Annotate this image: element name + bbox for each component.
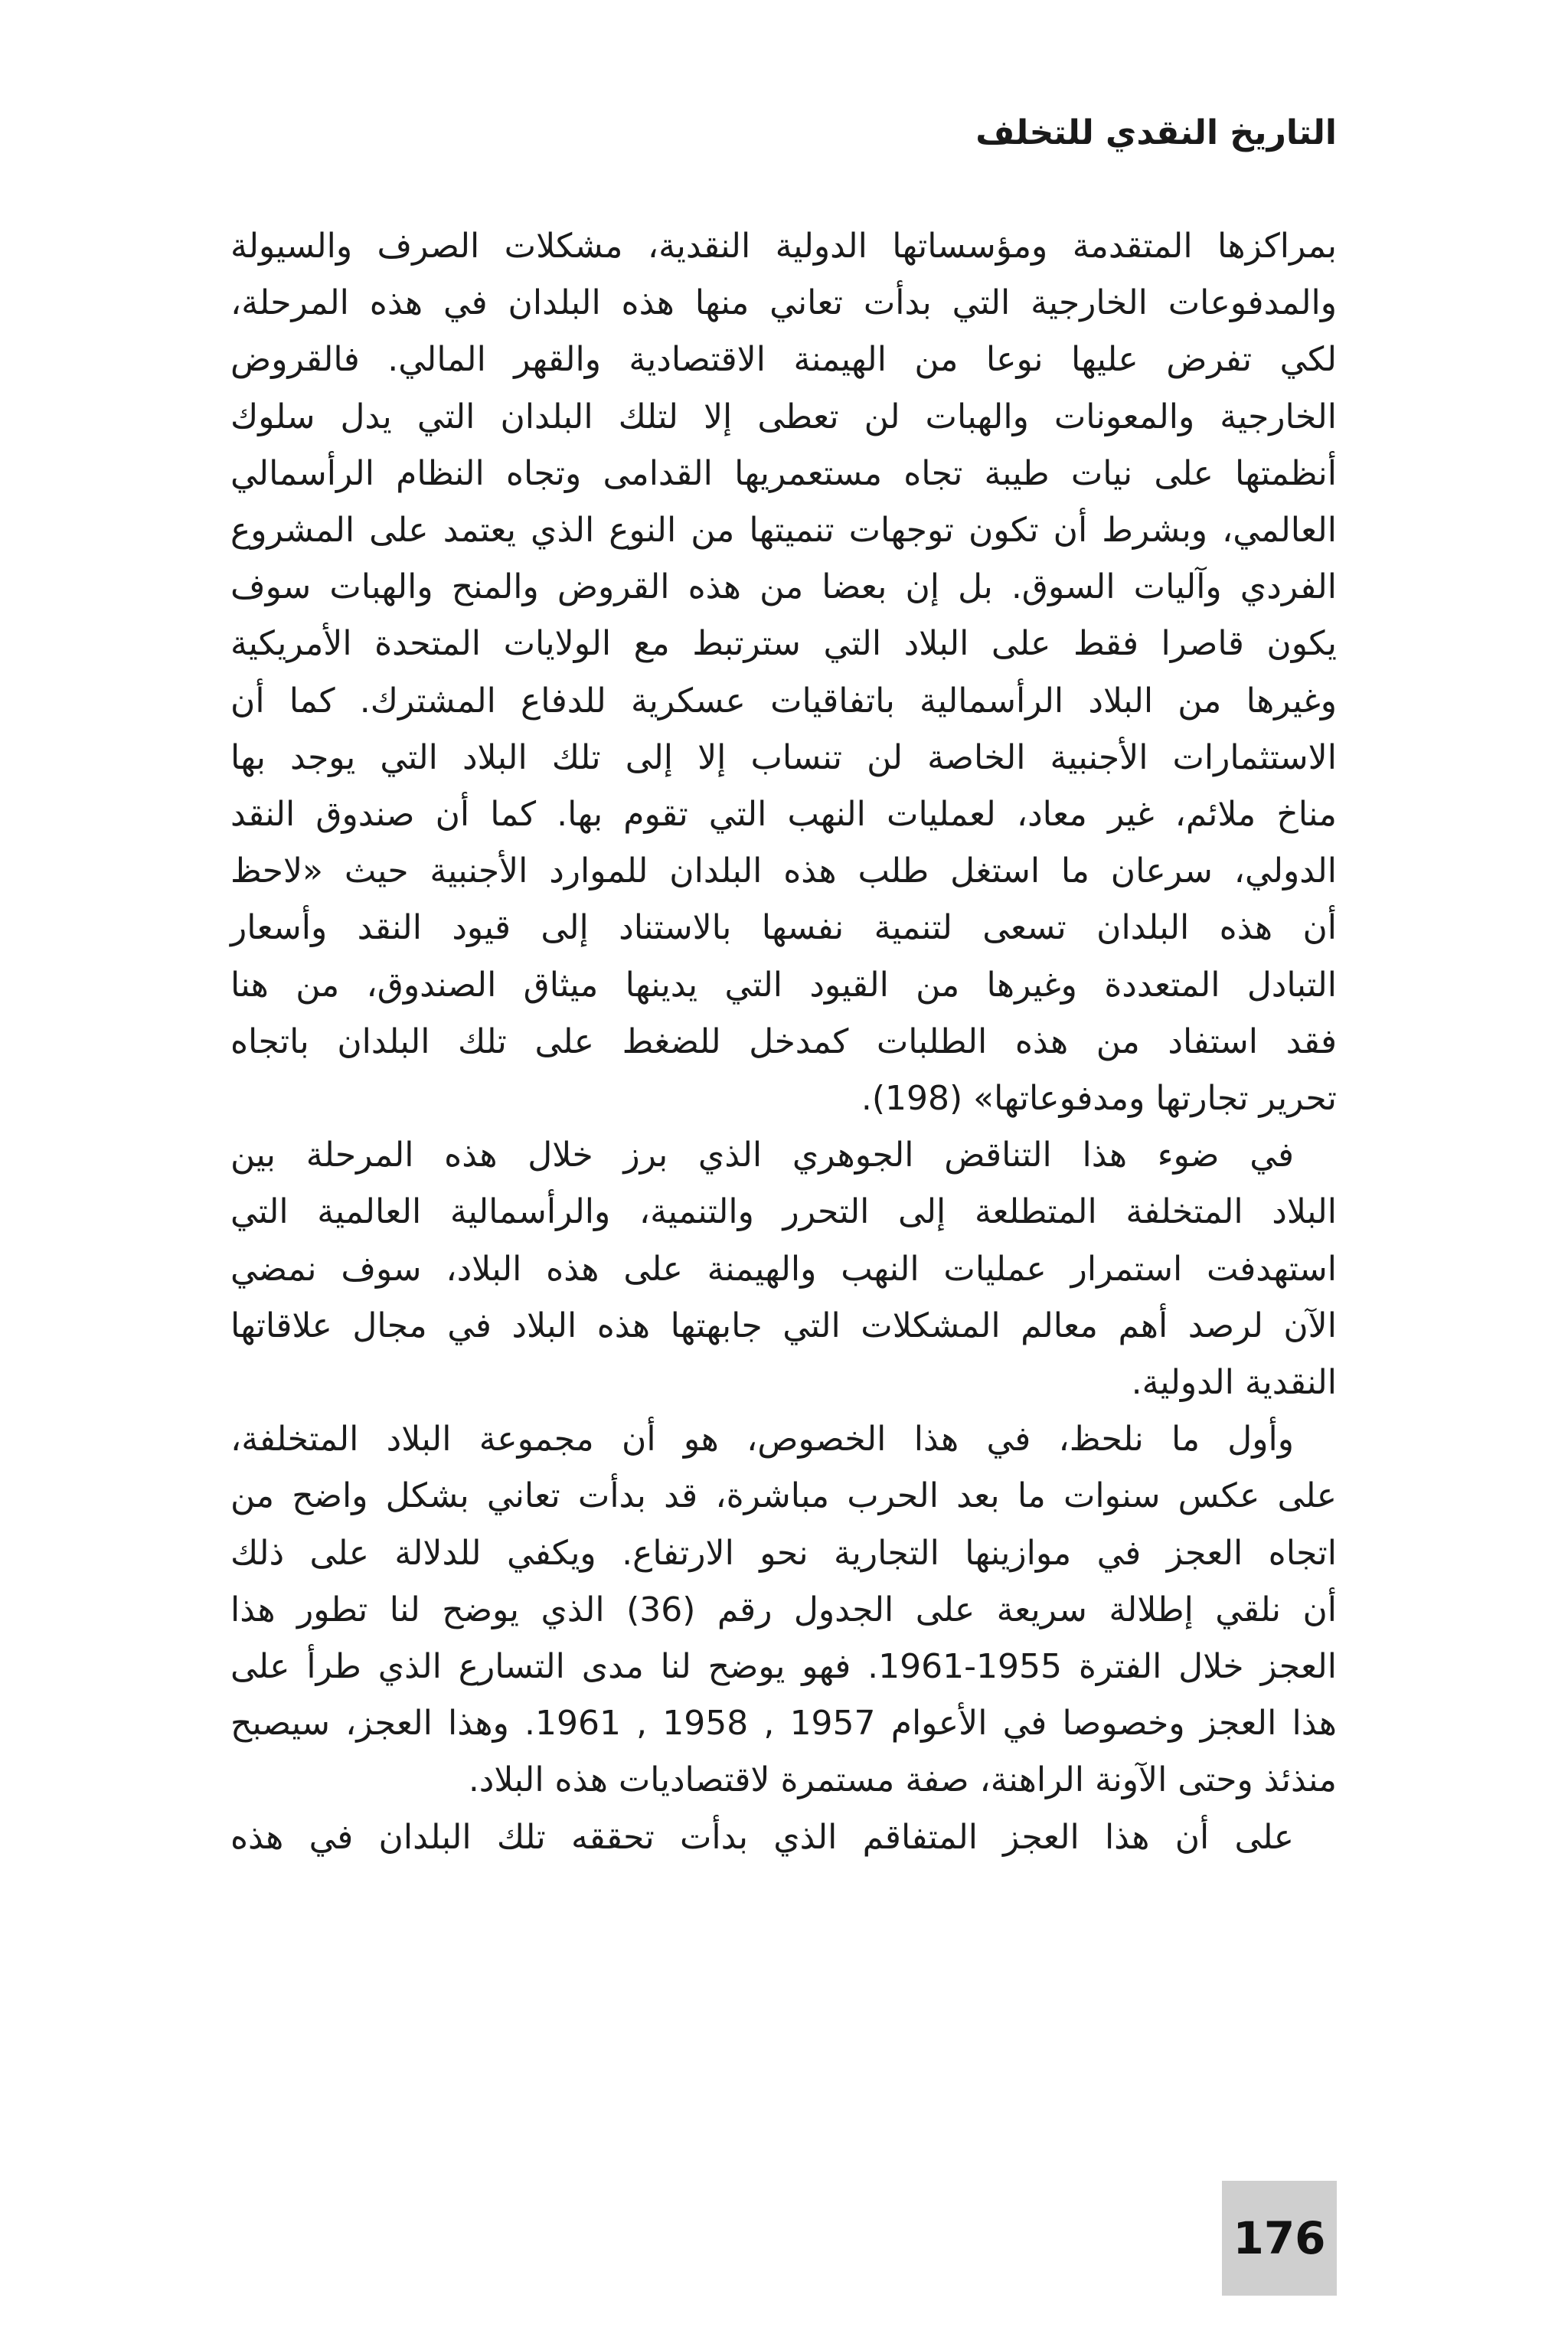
- text-line: الآن لرصد أهم معالم المشكلات التي جابهتها هذه البلاد في مجال علاقاتها: [230, 1306, 1337, 1345]
- text-line: يكون قاصرا فقط على البلاد التي سترتبط مع الولايات المتحدة الأمريكية: [230, 624, 1337, 664]
- text-line: استهدفت استمرار عمليات النهب والهيمنة على هذه البلاد، سوف نمضي: [230, 1249, 1337, 1289]
- text-line: النقدية الدولية.: [1131, 1363, 1337, 1403]
- page-number-box: [1222, 2181, 1337, 2296]
- text-line: العجز خلال الفترة 1955-1961. فهو يوضح لنا مدى التسارع الذي طرأ على: [230, 1647, 1338, 1687]
- text-line: الخارجية والمعونات والهبات لن تعطى إلا لتلك البلدان التي يدل سلوك: [230, 397, 1337, 436]
- body-text: [230, 218, 1337, 1866]
- text-line: وأول ما نلحظ، في هذا الخصوص، هو أن مجموعة البلاد المتخلفة،: [230, 1420, 1294, 1459]
- text-line: والمدفوعات الخارجية التي بدأت تعاني منها هذه البلدان في هذه المرحلة،: [230, 283, 1337, 323]
- text-line: الاستثمارات الأجنبية الخاصة لن تنساب إلا إلى تلك البلاد التي يوجد بها: [230, 737, 1337, 777]
- text-line: أن نلقي إطلالة سريعة على الجدول رقم (36) الذي يوضح لنا تطور هذا: [230, 1590, 1338, 1629]
- paragraph: [230, 1411, 1337, 1809]
- text-line: الفردي وآليات السوق. بل إن بعضا من هذه القروض والمنح والهبات سوف: [230, 567, 1337, 607]
- text-line: أن هذه البلدان تسعى لتنمية نفسها بالاستناد إلى قيود النقد وأسعار: [230, 908, 1337, 948]
- text-line: فقد استفاد من هذه الطلبات كمدخل للضغط على تلك البلدان باتجاه: [230, 1021, 1337, 1061]
- page-number: 176: [1233, 2212, 1326, 2264]
- text-line: على أن هذا العجز المتفاقم الذي بدأت تحققه تلك البلدان في هذه: [230, 1817, 1294, 1857]
- text-line: تحرير تجارتها ومدفوعاتها» (198).: [861, 1079, 1337, 1119]
- text-line: على عكس سنوات ما بعد الحرب مباشرة، قد بدأت تعاني بشكل واضح من: [230, 1476, 1337, 1516]
- text-line: التبادل المتعددة وغيرها من القيود التي يدينها ميثاق الصندوق، من هنا: [230, 965, 1337, 1005]
- text-line: لكي تفرض عليها نوعا من الهيمنة الاقتصادية والقهر المالي. فالقروض: [230, 340, 1337, 380]
- paragraph: [230, 218, 1337, 1127]
- paragraph: [230, 1809, 1337, 1866]
- text-line: في ضوء هذا التناقض الجوهري الذي برز خلال هذه المرحلة بين: [230, 1136, 1294, 1175]
- running-title: التاريخ النقدي للتخلف: [975, 113, 1337, 152]
- text-line: بمراكزها المتقدمة ومؤسساتها الدولية النقدية، مشكلات الصرف والسيولة: [230, 227, 1337, 266]
- text-line: منذئذ وحتى الآونة الراهنة، صفة مستمرة لاقتصاديات هذه البلاد.: [468, 1760, 1337, 1800]
- text-line: هذا العجز وخصوصا في الأعوام 1957 , 1958 , 1961. وهذا العجز، سيصبح: [230, 1704, 1337, 1744]
- text-line: وغيرها من البلاد الرأسمالية باتفاقيات عسكرية للدفاع المشترك. كما أن: [230, 681, 1337, 721]
- text-line: مناخ ملائم، غير معاد، لعمليات النهب التي تقوم بها. كما أن صندوق النقد: [230, 795, 1337, 835]
- text-line: اتجاه العجز في موازينها التجارية نحو الارتفاع. ويكفي للدلالة على ذلك: [230, 1533, 1337, 1573]
- text-line: البلاد المتخلفة المتطلعة إلى التحرر والتنمية، والرأسمالية العالمية التي: [230, 1192, 1337, 1232]
- text-line: أنظمتها على نيات طيبة تجاه مستعمريها القدامى وتجاه النظام الرأسمالي: [230, 453, 1337, 493]
- text-line: العالمي، وبشرط أن تكون توجهات تنميتها من النوع الذي يعتمد على المشروع: [230, 511, 1337, 551]
- paragraph: [230, 1127, 1337, 1411]
- text-line: الدولي، سرعان ما استغل طلب هذه البلدان للموارد الأجنبية حيث «لاحظ: [230, 851, 1337, 891]
